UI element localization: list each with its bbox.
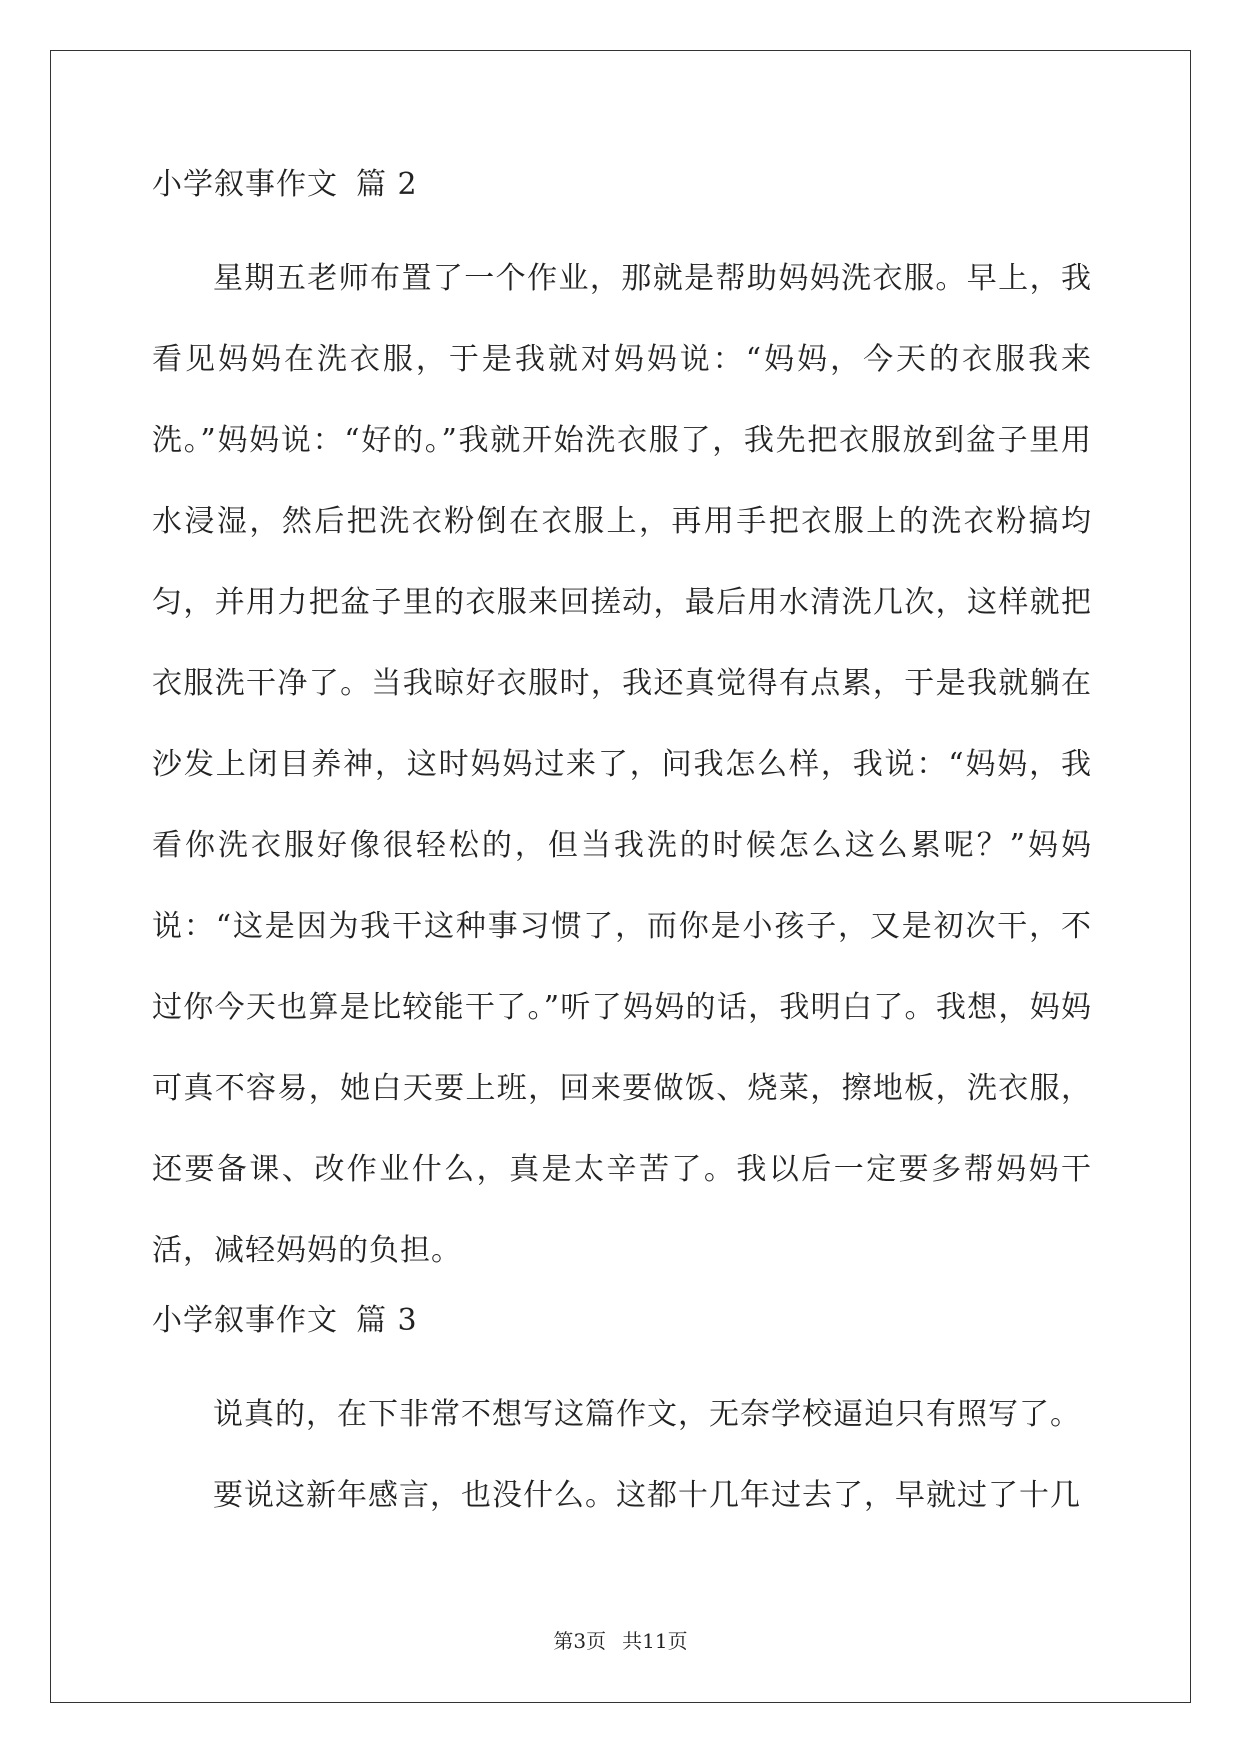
page-number: 第3页 <box>553 1629 607 1653</box>
section-heading <box>152 163 1092 207</box>
document-body <box>152 163 1092 1536</box>
page-footer <box>0 1625 1241 1654</box>
paragraph: 要说这新年感言，也没什么。这都十几年过去了，早就过了十几 <box>213 1478 1081 1513</box>
section-title: 小学叙事作文 <box>152 1303 338 1338</box>
section-title: 小学叙事作文 <box>152 167 338 202</box>
page-total: 共11页 <box>622 1629 688 1653</box>
paragraph: 说真的，在下非常不想写这篇作文，无奈学校逼迫只有照写了。 <box>213 1397 1081 1432</box>
paragraph: 星期五老师布置了一个作业，那就是帮助妈妈洗衣服。早上，我看见妈妈在洗衣服，于是我就对妈妈说：“妈妈，今天的衣服我来洗。”妈妈说：“好的。”我就开始洗衣服了，我先把衣服放到盆子里用水浸湿，然后把洗衣粉倒在衣服上，再用手把衣服上的洗衣粉搞均匀，并用力把盆子里的衣服来回搓动，最后用水清洗几次，这样就把衣服洗干净了。当我晾好衣服时，我还真觉得有点累，于是我就躺在沙发上闭目养神，这时妈妈过来了，问我怎么样，我说：“妈妈，我看你洗衣服好像很轻松的，但当我洗的时候怎么这么累呢？”妈妈说：“这是因为我干这种事习惯了，而你是小孩子，又是初次干，不过你今天也算是比较能干了。”听了妈妈的话，我明白了。我想，妈妈可真不容易，她白天要上班，回来要做饭、烧菜，擦地板，洗衣服，还要备课、改作业什么，真是太辛苦了。我以后一定要多帮妈妈干活，减轻妈妈的负担。 <box>152 261 1092 1268</box>
section-number: 篇 2 <box>356 167 418 202</box>
section-heading <box>152 1299 1092 1343</box>
section-number: 篇 3 <box>356 1303 418 1338</box>
